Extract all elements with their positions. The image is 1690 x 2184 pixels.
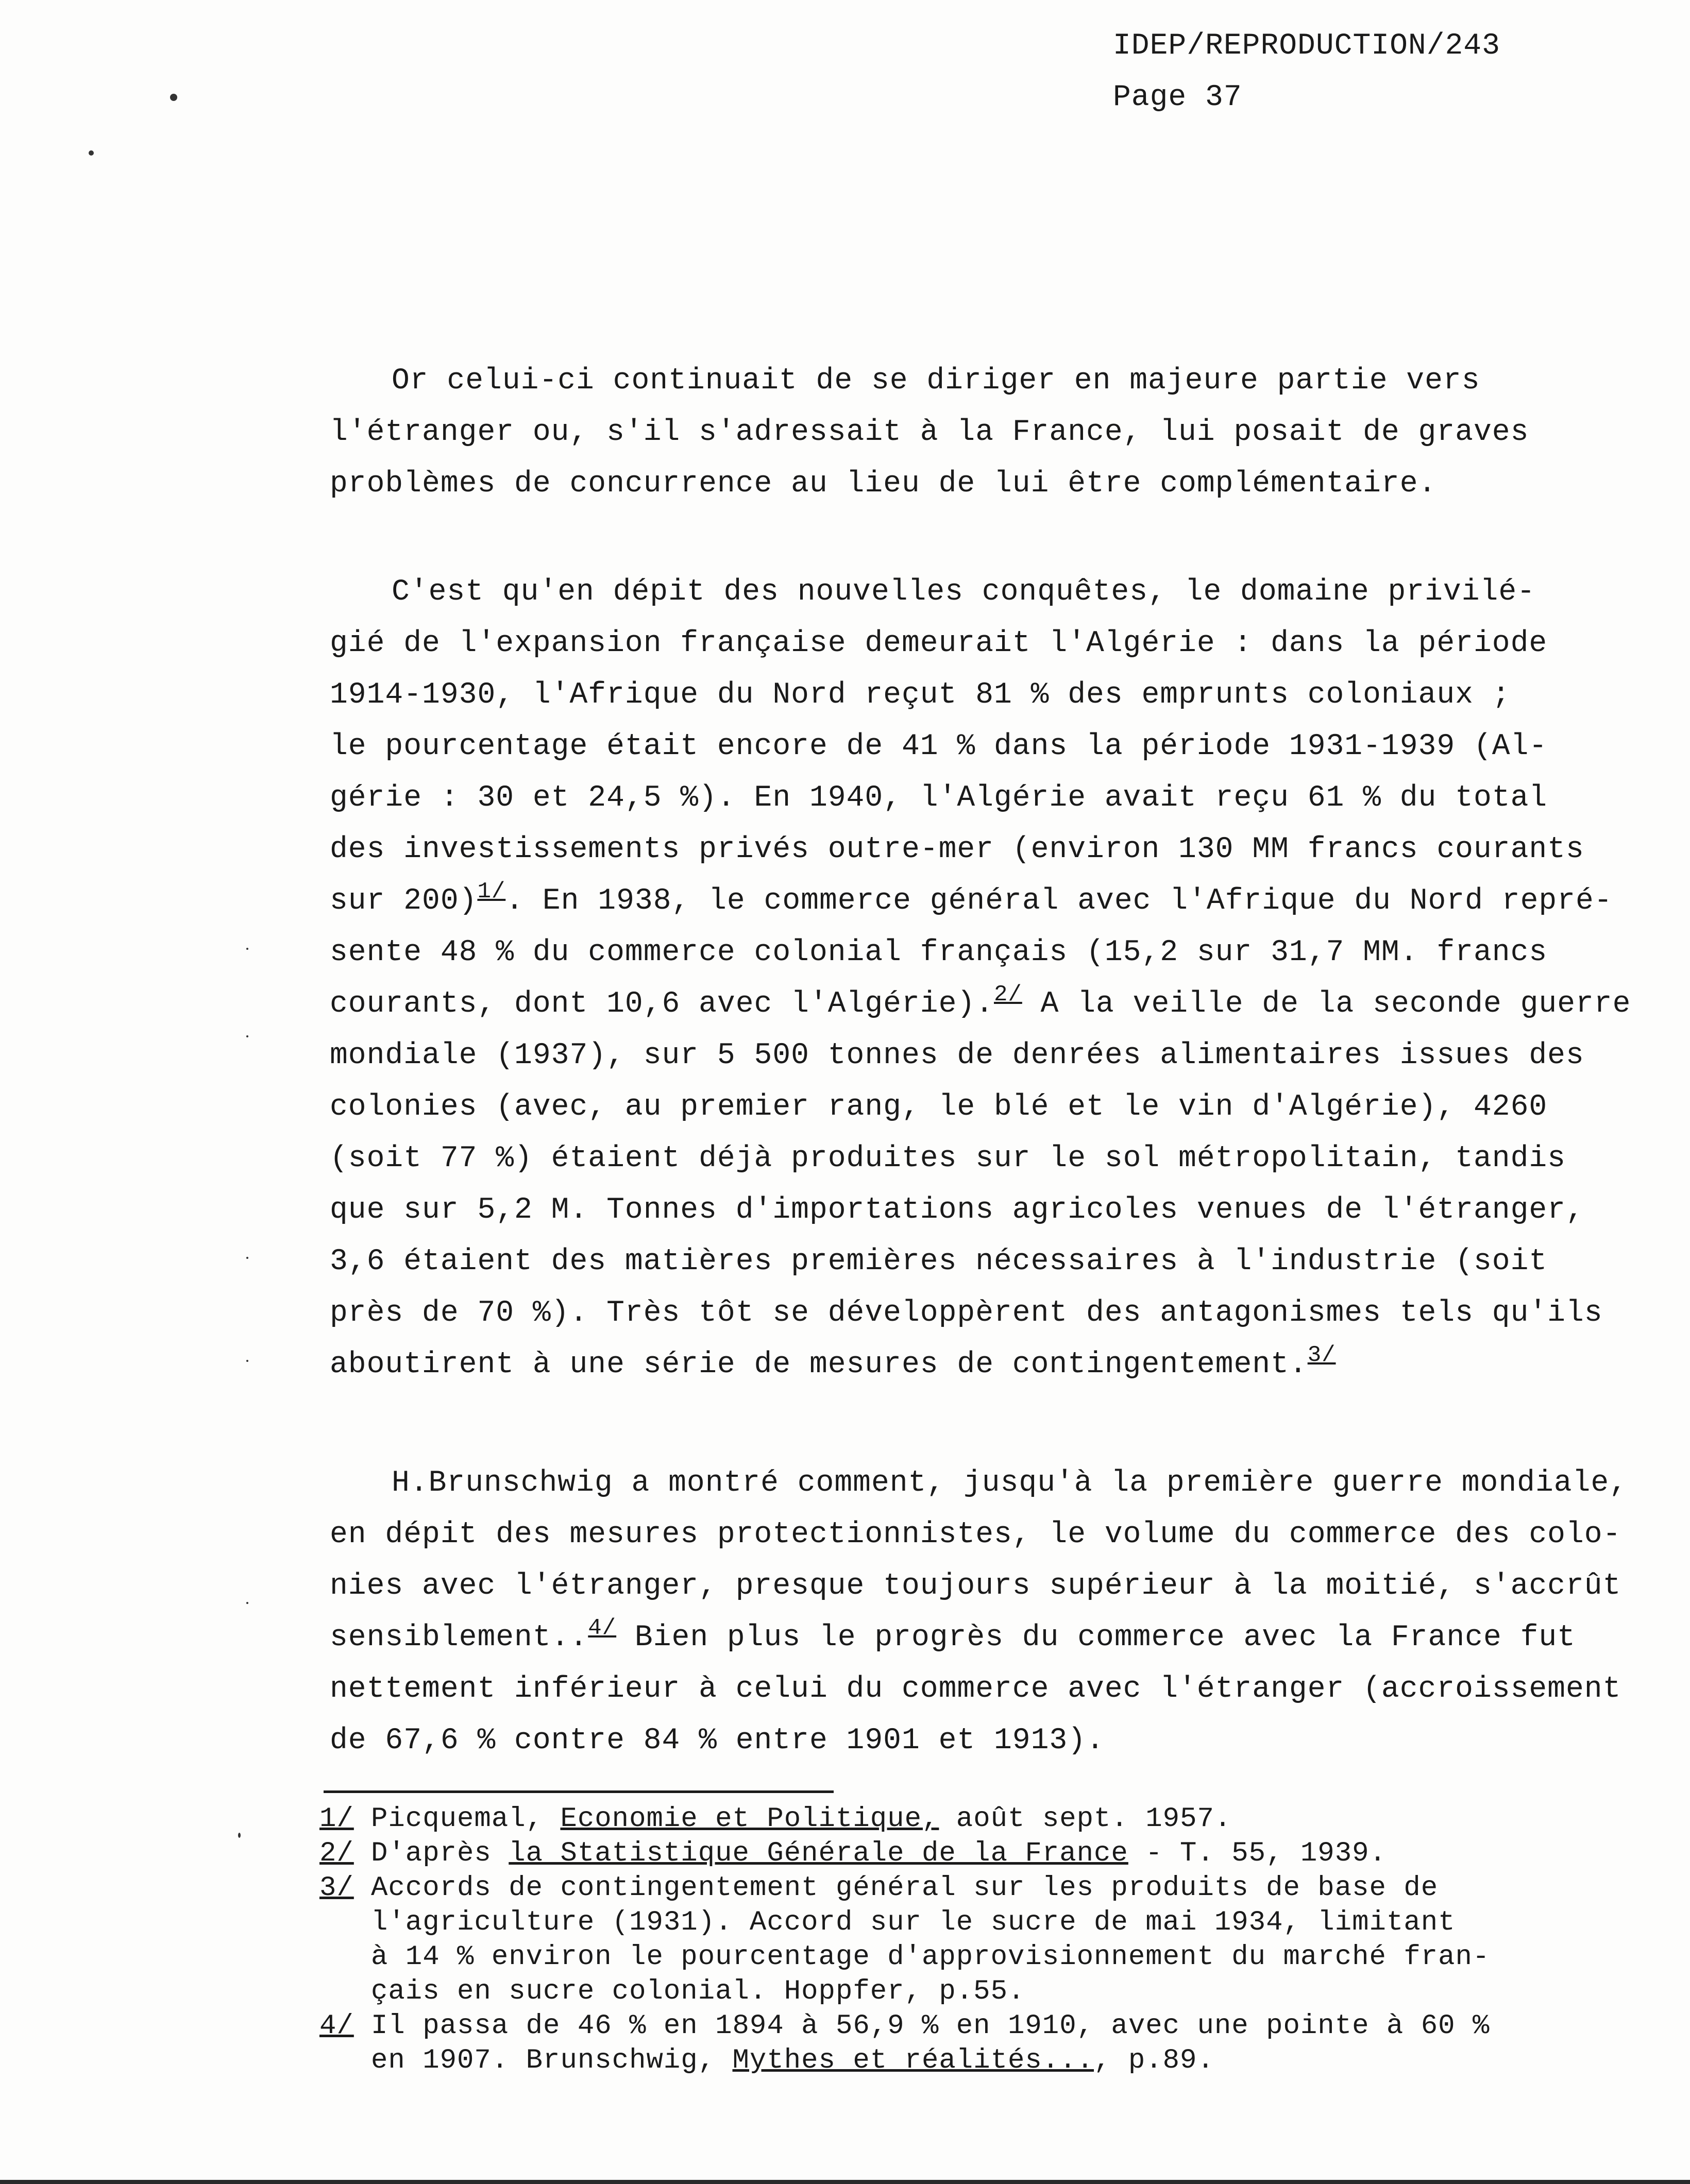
footnote-text: août sept. 1957. (939, 1803, 1232, 1835)
text-segment: A la veille de la seconde guerre (1022, 987, 1631, 1021)
text-line: en dépit des mesures protectionnistes, le volume du commerce des colo- (330, 1518, 1621, 1551)
footnote-text: Accords de contingentement général sur les produits de base de (371, 1872, 1439, 1904)
text-line: 1914-1930, l'Afrique du Nord reçut 81 % des emprunts coloniaux ; (330, 678, 1511, 712)
text-line: près de 70 %). Très tôt se développèrent des antagonismes tels qu'ils (330, 1296, 1603, 1330)
footnote-text: à 14 % environ le pourcentage d'approvisionnement du marché fran- (371, 1941, 1490, 1973)
footnote-title: la Statistique Générale de la France (509, 1838, 1128, 1869)
scan-bottom-edge (0, 2180, 1690, 2184)
text-line: des investissements privés outre-mer (environ 130 MM francs courants (330, 833, 1584, 866)
text-line: l'étranger ou, s'il s'adressait à la France, lui posait de graves (330, 416, 1529, 449)
footnote-number: 4/ (319, 2010, 354, 2042)
text-line: nies avec l'étranger, presque toujours supérieur à la moitié, s'accrût (330, 1569, 1621, 1603)
text-line: colonies (avec, au premier rang, le blé et le vin d'Algérie), 4260 (330, 1090, 1548, 1124)
text-line: problèmes de concurrence au lieu de lui être complémentaire. (330, 467, 1437, 501)
text-line: nettement inférieur à celui du commerce avec l'étranger (accroissement (330, 1673, 1621, 1706)
text-segment: aboutirent à une série de mesures de contingentement. (330, 1348, 1308, 1381)
text-line-with-footnote (330, 1339, 1597, 1391)
footnote-text: en 1907. Brunschwig, (371, 2045, 733, 2076)
paragraph-2 (330, 567, 1631, 1391)
text-line-with-footnote (330, 1612, 1597, 1664)
footnote-title: Mythes et réalités... (732, 2045, 1094, 2076)
footnote-1 (319, 1802, 1597, 1836)
footnote-number: 1/ (319, 1803, 354, 1835)
footnote-author: Picquemal, (371, 1803, 561, 1835)
footnote-ref-1: 1/ (477, 879, 506, 905)
text-segment: sur 200) (330, 884, 478, 918)
text-line: 3,6 étaient des matières premières nécessaires à l'industrie (soit (330, 1245, 1548, 1278)
page-header (1113, 21, 1500, 124)
text-line: de 67,6 % contre 84 % entre 1901 et 1913). (330, 1724, 1105, 1758)
footnote-4 (319, 2009, 1597, 2078)
footnote-3 (319, 1871, 1597, 2009)
text-line: H.Brunschwig a montré comment, jusqu'à la première guerre mondiale, (392, 1466, 1628, 1500)
footnote-text: - T. 55, 1939. (1128, 1838, 1387, 1869)
footnotes (319, 1802, 1597, 2078)
text-segment: courants, dont 10,6 avec l'Algérie). (330, 987, 994, 1021)
footnote-ref-4: 4/ (588, 1615, 617, 1641)
text-line: Or celui-ci continuait de se diriger en majeure partie vers (392, 364, 1480, 398)
text-line: gié de l'expansion française demeurait l'Algérie : dans la période (330, 627, 1548, 660)
text-line: le pourcentage était encore de 41 % dans la période 1931-1939 (Al- (330, 730, 1548, 763)
footnote-text: çais en sucre colonial. Hoppfer, p.55. (371, 1976, 1025, 2007)
text-line-with-footnote (330, 876, 1613, 927)
text-line: gérie : 30 et 24,5 %). En 1940, l'Algérie avait reçu 61 % du total (330, 781, 1548, 815)
text-segment: . En 1938, le commerce général avec l'Afrique du Nord repré- (505, 884, 1613, 918)
footnote-ref-3: 3/ (1307, 1342, 1336, 1368)
footnote-number: 3/ (319, 1872, 354, 1904)
footnote-separator (324, 1790, 834, 1793)
paragraph-1 (330, 355, 1597, 510)
footnote-title: Economie et Politique, (560, 1803, 939, 1835)
text-line-with-footnote (330, 979, 1631, 1030)
text-line: (soit 77 %) étaient déjà produites sur le sol métropolitain, tandis (330, 1142, 1566, 1175)
footnote-author: D'après (371, 1838, 509, 1869)
text-segment: sensiblement.. (330, 1621, 588, 1654)
footnote-number: 2/ (319, 1838, 354, 1869)
text-line: mondiale (1937), sur 5 500 tonnes de denrées alimentaires issues des (330, 1039, 1584, 1072)
document-reference: IDEP/REPRODUCTION/243 (1113, 29, 1500, 63)
text-line: C'est qu'en dépit des nouvelles conquêtes, le domaine privilé- (392, 575, 1535, 609)
text-line: que sur 5,2 M. Tonnes d'importations agricoles venues de l'étranger, (330, 1193, 1584, 1227)
footnote-2 (319, 1836, 1597, 1871)
footnote-text: Il passa de 46 % en 1894 à 56,9 % en 1910, avec une pointe à 60 % (371, 2010, 1490, 2042)
paragraph-3 (330, 1458, 1628, 1767)
page-number: Page 37 (1113, 81, 1242, 114)
footnote-text: l'agriculture (1931). Accord sur le sucre de mai 1934, limitant (371, 1907, 1456, 1938)
footnote-text: , p.89. (1094, 2045, 1214, 2076)
footnote-ref-2: 2/ (994, 982, 1022, 1008)
text-line: sente 48 % du commerce colonial français (15,2 sur 31,7 MM. francs (330, 936, 1548, 969)
text-segment: Bien plus le progrès du commerce avec la France fut (616, 1621, 1576, 1654)
